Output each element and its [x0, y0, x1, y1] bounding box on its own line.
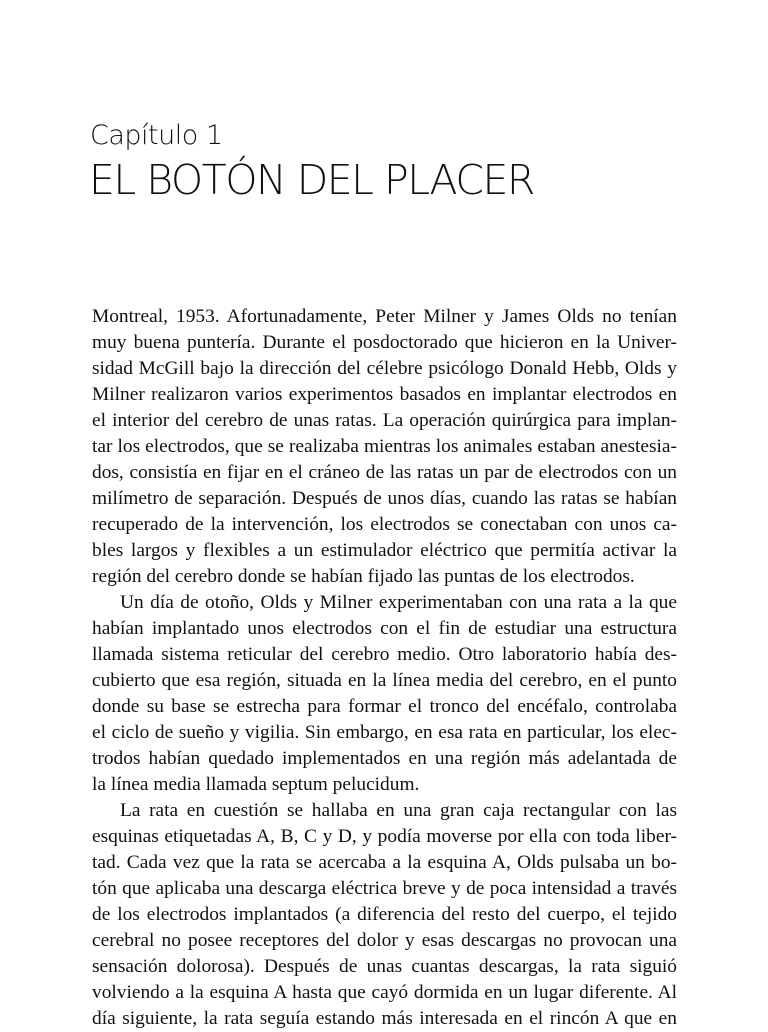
- text-line: de los electrodos implantados (a diferencia del resto del cuerpo, el tejido: [92, 904, 677, 925]
- text-line: Milner realizaron varios experimentos basados en implantar electrodos en: [92, 384, 677, 405]
- text-line: tón que aplicaba una descarga eléctrica breve y de poca intensidad a través: [92, 878, 677, 899]
- text-line: sidad McGill bajo la dirección del célebre psicólogo Donald Hebb, Olds y: [92, 358, 677, 379]
- text-line: La rata en cuestión se hallaba en una gran caja rectangular con las: [120, 800, 677, 821]
- chapter-title: EL BOTÓN DEL PLACER: [89, 156, 534, 204]
- text-line: donde su base se estrecha para formar el tronco del encéfalo, controlaba: [92, 696, 677, 717]
- text-line: llamada sistema reticular del cerebro medio. Otro laboratorio había des-: [92, 644, 677, 665]
- text-line: tar los electrodos, que se realizaba mientras los animales estaban anestesia-: [92, 436, 677, 457]
- paragraph: [92, 798, 677, 1032]
- text-line: cerebral no posee receptores del dolor y esas descargas no provocan una: [92, 930, 677, 951]
- text-line: día siguiente, la rata seguía estando más interesada en el rincón A que en: [92, 1008, 677, 1029]
- text-line: la línea media llamada septum pelucidum.: [92, 774, 420, 795]
- text-line: dos, consistía en fijar en el cráneo de las ratas un par de electrodos con un: [92, 462, 677, 483]
- paragraph: [92, 304, 677, 590]
- paragraph: [92, 590, 677, 798]
- text-line: muy buena puntería. Durante el posdoctorado que hicieron en la Univer-: [92, 332, 677, 353]
- text-line: milímetro de separación. Después de unos días, cuando las ratas se habían: [92, 488, 677, 509]
- text-line: Un día de otoño, Olds y Milner experimentaban con una rata a la que: [120, 592, 677, 613]
- body-text: [92, 304, 677, 1032]
- text-line: el interior del cerebro de unas ratas. La operación quirúrgica para implan-: [92, 410, 677, 431]
- text-line: bles largos y flexibles a un estimulador eléctrico que permitía activar la: [92, 540, 677, 561]
- text-line: esquinas etiquetadas A, B, C y D, y podía moverse por ella con toda liber-: [92, 826, 677, 847]
- text-line: Montreal, 1953. Afortunadamente, Peter Milner y James Olds no tenían: [92, 306, 677, 327]
- text-line: volviendo a la esquina A hasta que cayó dormida en un lugar diferente. Al: [92, 982, 677, 1003]
- text-line: recuperado de la intervención, los electrodos se conectaban con unos ca-: [92, 514, 677, 535]
- text-line: trodos habían quedado implementados en una región más adelantada de: [92, 748, 677, 769]
- text-line: sensación dolorosa). Después de unas cuantas descargas, la rata siguió: [92, 956, 677, 977]
- text-line: el ciclo de sueño y vigilia. Sin embargo, en esa rata en particular, los elec-: [92, 722, 677, 743]
- text-line: tad. Cada vez que la rata se acercaba a la esquina A, Olds pulsaba un bo-: [92, 852, 677, 873]
- text-line: habían implantado unos electrodos con el fin de estudiar una estructura: [92, 618, 677, 639]
- chapter-label: Capítulo 1: [90, 120, 223, 151]
- text-line: cubierto que esa región, situada en la línea media del cerebro, en el punto: [92, 670, 677, 691]
- text-line: región del cerebro donde se habían fijado las puntas de los electrodos.: [92, 566, 635, 587]
